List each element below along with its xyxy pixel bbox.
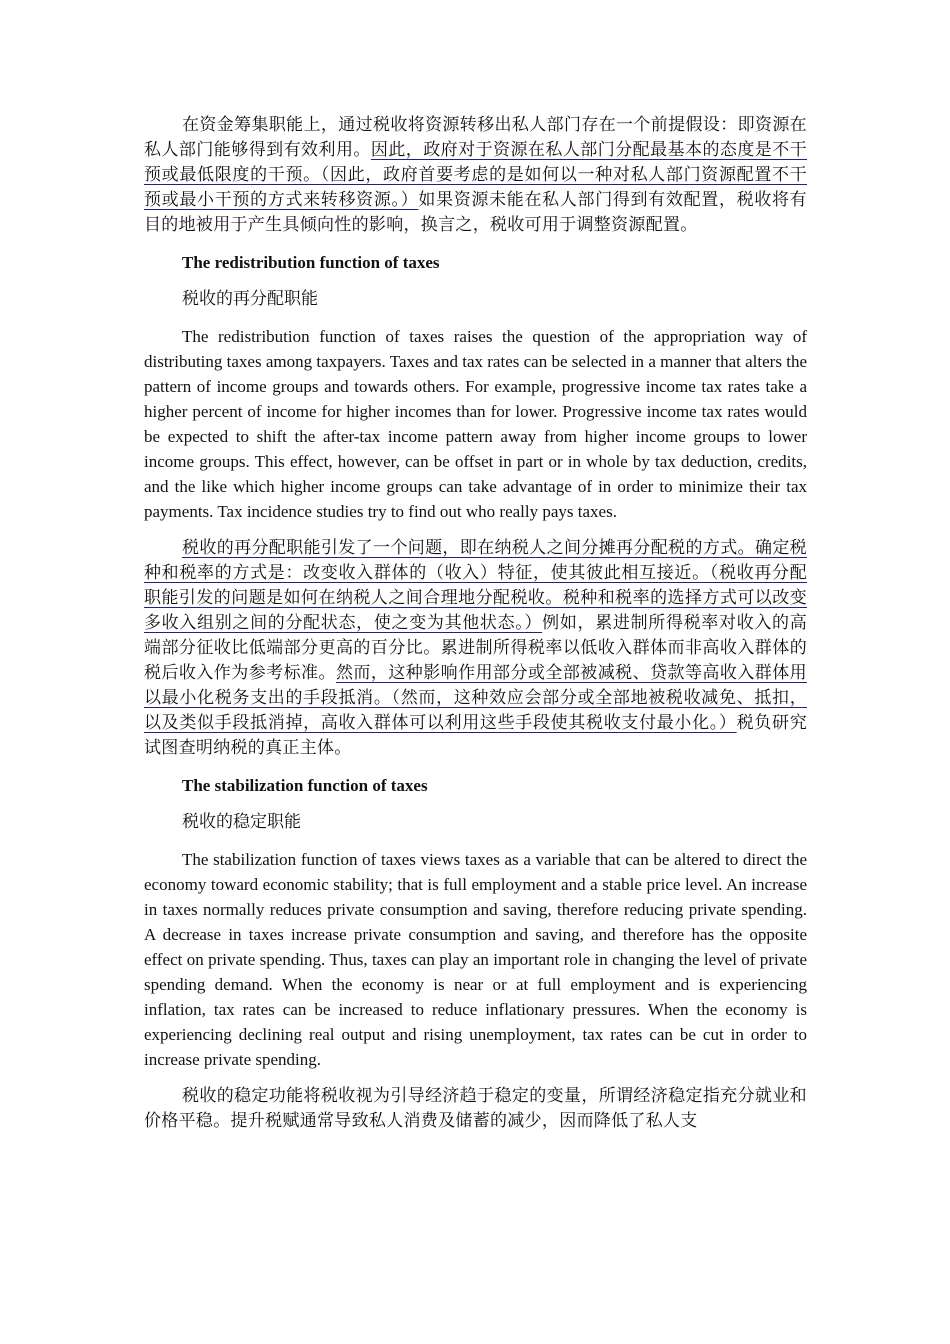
text-run: 例如，累进制所得税率对收入的高端部分征收比低端部分更高的百分比。累进制所得税率以低收入群体而非高收入群体的税后收入作为参考标准。 — [144, 613, 808, 683]
redistribution-paragraph-en: The redistribution function of taxes raises the question of the appropriation way of distributing taxes among taxpayers. Taxes and tax rates can be selected in a manner that alters the pattern of income groups and towards others. For example, progressive income tax rates take a higher percent of income for higher incomes than for lower. Progressive income tax rates would be expected to shift the after-tax income pattern away from higher income groups to lower income groups. This effect, however, can be offset in part or in whole by tax deduction, credits, and the like which higher income groups can take advantage of in order to minimize their tax payments. Tax incidence studies try to find out who really pays taxes. — [144, 327, 807, 521]
document-body — [144, 113, 807, 1146]
underlined-translation: 然而，这种影响作用部分或全部被减税、贷款等高收入群体用以最小化税务支出的手段抵消。（然而，这种效应会部分或全部地被税收减免、抵扣，以及类似手段抵消掉，高收入群体可以利用这些手段使其税收支付最小化。） — [144, 663, 807, 733]
redistribution-heading-zh: 税收的再分配职能 — [182, 289, 318, 309]
stabilization-heading-zh: 税收的稳定职能 — [182, 812, 301, 832]
redistribution-paragraph-zh — [144, 536, 807, 761]
redistribution-heading-en: The redistribution function of taxes — [182, 253, 440, 272]
underlined-translation: 税收的再分配职能引发了一个问题，即在纳税人之间分摊再分配税的方式。确定税种和税率的方式是：改变收入群体的（收入）特征，使其彼此相互接近。（税收再分配职能引发的问题是如何在纳税人之间合理地分配税收。税种和税率的选择方式可以改变多收入组别之间的分配状态，使之变为其他状态。） — [144, 538, 807, 633]
fund-raising-paragraph-zh — [144, 113, 807, 238]
stabilization-heading-en: The stabilization function of taxes — [182, 776, 428, 795]
stabilization-paragraph-zh: 税收的稳定功能将税收视为引导经济趋于稳定的变量，所谓经济稳定指充分就业和价格平稳。提升税赋通常导致私人消费及储蓄的减少，因而降低了私人支 — [144, 1086, 807, 1131]
underlined-translation: 因此，政府对于资源在私人部门分配最基本的态度是不干预或最低限度的干预。（因此，政府首要考虑的是如何以一种对私人部门资源配置不干预或最小干预的方式来转移资源。） — [144, 140, 808, 210]
stabilization-paragraph-en: The stabilization function of taxes views taxes as a variable that can be altered to direct the economy toward economic stability; that is full employment and a stable price level. An increase in taxes normally reduces private consumption and saving, therefore reducing private spending. A decrease in taxes increase private consumption and saving, and therefore has the opposite effect on private spending. Thus, taxes can play an important role in changing the level of private spending demand. When the economy is near or at full employment and is experiencing inflation, tax rates can be increased to reduce inflationary pressures. When the economy is experiencing declining real output and rising unemployment, tax rates can be cut in order to increase private spending. — [144, 850, 807, 1069]
text-run: 如果资源未能在私人部门得到有效配置，税收将有目的地被用于产生具倾向性的影响，换言之，税收可用于调整资源配置。 — [144, 190, 807, 235]
text-run: 税负研究试图查明纳税的真正主体。 — [144, 713, 807, 758]
text-run: 在资金筹集职能上，通过税收将资源转移出私人部门存在一个前提假设：即资源在私人部门能够得到有效利用。 — [144, 115, 807, 160]
